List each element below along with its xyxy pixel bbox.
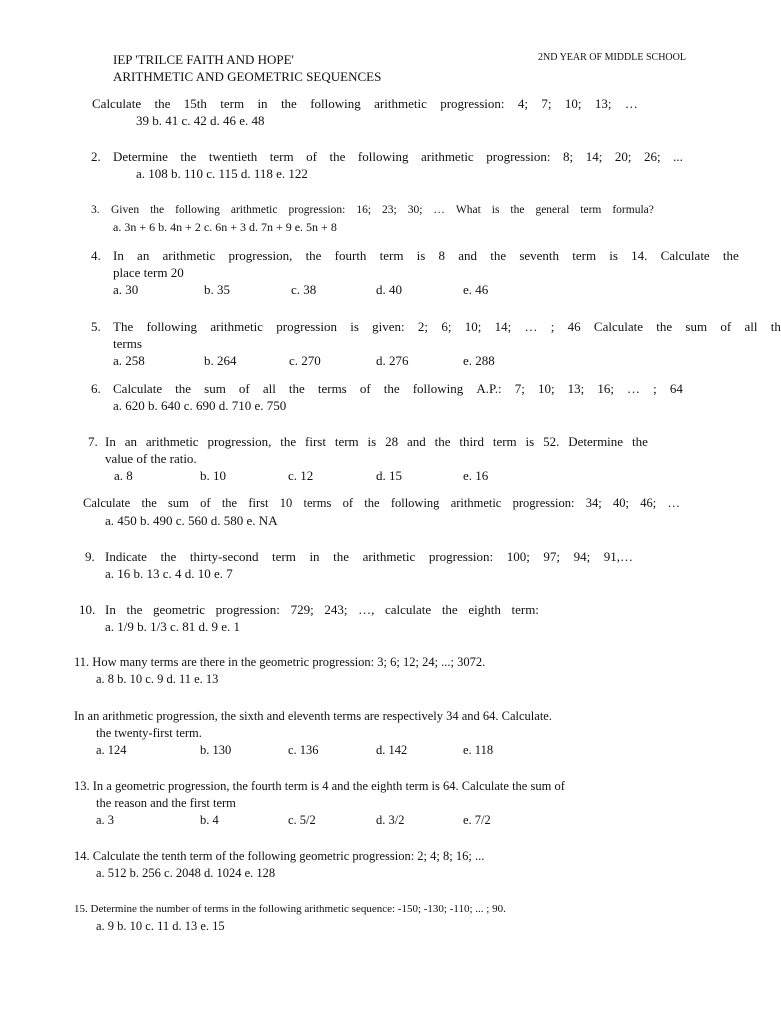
question-word: third <box>459 434 484 449</box>
question-word: In <box>105 434 116 449</box>
question-2-options: a. 108 b. 110 c. 115 d. 118 e. 122 <box>136 166 308 181</box>
question-word: 10; <box>537 381 555 396</box>
question-word: is <box>367 434 377 449</box>
question-word: 10; <box>564 96 582 111</box>
question-13-options <box>74 812 565 829</box>
question-word: 10; <box>464 319 482 334</box>
question-word: What <box>455 204 481 216</box>
question-7 <box>88 433 648 484</box>
question-3 <box>91 202 654 236</box>
question-word: arithmetic <box>230 204 278 216</box>
question-word: 15th <box>183 96 207 111</box>
question-word: arithmetic <box>374 96 427 111</box>
question-8 <box>83 495 680 529</box>
question-word: A.P.: <box>476 381 502 396</box>
option-b: b. 130 <box>200 743 232 757</box>
question-word: eighth <box>468 602 501 617</box>
option-b: b. 10 <box>200 468 226 483</box>
question-9-number: 9. <box>85 549 95 564</box>
question-9 <box>85 548 633 582</box>
question-13-number: 13. <box>74 779 90 793</box>
question-word: following <box>175 204 220 216</box>
question-word: fourth <box>334 248 367 263</box>
option-c: c. 12 <box>288 468 314 483</box>
question-14 <box>74 848 484 882</box>
question-word: progression: <box>440 96 505 111</box>
option-e: e. 288 <box>463 353 495 368</box>
question-word: 14; <box>585 149 603 164</box>
question-7-text-line2: value of the ratio. <box>105 451 197 466</box>
question-6-options: a. 620 b. 640 c. 690 d. 710 e. 750 <box>113 398 287 413</box>
question-word: 7; <box>514 381 525 396</box>
question-word: following <box>412 381 464 396</box>
question-word: the <box>656 319 673 334</box>
question-word: 97; <box>543 549 560 564</box>
question-word: is <box>350 319 359 334</box>
question-word: Indicate <box>105 549 147 564</box>
question-word: term <box>334 434 359 449</box>
question-word: 13; <box>567 381 585 396</box>
question-14-options: a. 512 b. 256 c. 2048 d. 1024 e. 128 <box>96 866 276 880</box>
question-word: the <box>510 204 525 216</box>
option-c: c. 136 <box>288 743 319 757</box>
question-word: the <box>221 496 238 510</box>
question-word: first <box>248 496 269 510</box>
question-word: the <box>154 96 171 111</box>
question-word: progression: <box>215 602 280 617</box>
option-d: d. 276 <box>376 353 409 368</box>
question-word: of <box>200 496 211 510</box>
question-11-options: a. 8 b. 10 c. 9 d. 11 e. 13 <box>96 672 219 686</box>
question-word: arithmetic <box>210 319 264 334</box>
question-word: given: <box>372 319 405 334</box>
question-word: of <box>720 319 732 334</box>
question-word: 14; <box>494 319 512 334</box>
question-3-number: 3. <box>91 204 100 216</box>
question-word: the <box>180 149 197 164</box>
question-word: of <box>342 496 353 510</box>
question-word: …, <box>358 602 375 617</box>
question-5-number: 5. <box>91 319 101 334</box>
question-word: the <box>280 434 297 449</box>
question-14-text: Calculate the tenth term of the following geometric progression: 2; 4; 8; 16; ... <box>92 849 485 863</box>
question-word: term <box>379 248 404 263</box>
question-word: arithmetic <box>450 496 502 510</box>
question-word: 13; <box>594 96 612 111</box>
question-4-text-line2: place term 20 <box>113 265 184 280</box>
question-7-number: 7. <box>88 434 98 449</box>
worksheet-topic: ARITHMETIC AND GEOMETRIC SEQUENCES <box>113 69 382 84</box>
question-word: the <box>280 96 297 111</box>
question-word: the <box>126 602 143 617</box>
option-b: b. 264 <box>204 353 237 368</box>
question-3-options: a. 3n + 6 b. 4n + 2 c. 6n + 3 d. 7n + 9 e. 5n + 8 <box>113 220 337 234</box>
question-4-number: 4. <box>91 248 101 263</box>
question-word: is <box>609 248 618 263</box>
question-7-options <box>88 467 648 484</box>
question-word: … <box>627 381 641 396</box>
question-12-options <box>74 742 552 759</box>
question-7-text <box>105 433 648 450</box>
question-word: The <box>113 319 134 334</box>
option-d: d. 3/2 <box>376 813 405 827</box>
question-word: 2; <box>417 319 429 334</box>
question-2-number: 2. <box>91 149 101 164</box>
question-word: 52. <box>543 434 560 449</box>
question-10-options: a. 1/9 b. 1/3 c. 81 d. 9 e. 1 <box>105 619 241 634</box>
question-word: progression, <box>228 248 293 263</box>
question-word: 16; <box>597 381 614 396</box>
question-word: twentieth <box>208 149 258 164</box>
question-word: 28 <box>385 434 399 449</box>
question-word: 64 <box>669 381 683 396</box>
question-5-text-line2: terms <box>113 336 142 351</box>
question-word: and <box>458 248 478 263</box>
question-5-text <box>113 318 781 335</box>
question-word: following <box>310 96 361 111</box>
question-word: In <box>105 602 116 617</box>
option-a: a. 3 <box>96 813 115 827</box>
question-word: ; <box>550 319 555 334</box>
question-word: arithmetic <box>162 248 216 263</box>
question-word: the <box>150 204 165 216</box>
question-word: the <box>722 248 739 263</box>
option-c: c. 5/2 <box>288 813 316 827</box>
question-word: all <box>262 381 276 396</box>
question-word: the <box>141 496 157 510</box>
question-10-text <box>105 601 539 618</box>
question-6-text <box>113 380 683 397</box>
question-word: 8 <box>438 248 446 263</box>
question-15-number: 15. <box>74 903 88 915</box>
question-word: 16; <box>356 204 372 216</box>
question-word: Determine <box>568 434 624 449</box>
question-word: Calculate <box>83 496 131 510</box>
question-15 <box>74 901 506 935</box>
question-word: sum <box>168 496 189 510</box>
question-word: is <box>525 434 535 449</box>
question-2 <box>91 148 683 182</box>
question-word: 30; <box>407 204 423 216</box>
question-word: formula? <box>612 204 654 216</box>
option-a: a. 258 <box>113 353 145 368</box>
option-e: e. 46 <box>463 282 489 297</box>
question-word: in <box>309 549 320 564</box>
question-word: progression <box>276 319 337 334</box>
question-word: 46; <box>640 496 657 510</box>
question-word: term <box>580 204 602 216</box>
option-c: c. 38 <box>291 282 317 297</box>
question-word: 26; <box>644 149 661 164</box>
option-a: a. 8 <box>114 468 133 483</box>
question-10 <box>79 601 539 635</box>
question-word: 7; <box>541 96 552 111</box>
question-word: … <box>433 204 445 216</box>
question-6-number: 6. <box>91 381 101 396</box>
question-word: is <box>491 204 500 216</box>
question-word: an <box>137 248 150 263</box>
option-a: a. 30 <box>113 282 139 297</box>
question-word: term: <box>511 602 539 617</box>
question-word: 8; <box>563 149 574 164</box>
question-word: th <box>770 319 781 334</box>
question-word: of <box>359 381 371 396</box>
question-word: the <box>175 381 192 396</box>
question-word: is <box>416 248 426 263</box>
question-word: … <box>667 496 680 510</box>
question-word: of <box>306 149 317 164</box>
question-word: Given <box>111 204 140 216</box>
question-word: … <box>624 96 638 111</box>
question-word: 34; <box>585 496 602 510</box>
question-word: thirty-second <box>189 549 259 564</box>
question-8-text <box>83 495 680 512</box>
question-15-text: Determine the number of terms in the following arithmetic sequence: -150; -130; -110; ... ; 90. <box>90 903 506 915</box>
option-e: e. 16 <box>463 468 489 483</box>
question-8-options: a. 450 b. 490 c. 560 d. 580 e. NA <box>105 513 278 528</box>
question-word: in <box>257 96 268 111</box>
question-word: In <box>113 248 124 263</box>
question-word: progression, <box>207 434 272 449</box>
question-13-text: In a geometric progression, the fourth term is 4 and the eighth term is 64. Calculate the sum of <box>92 779 565 793</box>
question-12-text-line2: the twenty-first term. <box>96 726 202 740</box>
question-word: Determine <box>113 149 168 164</box>
grade-label: 2ND YEAR OF MIDDLE SCHOOL <box>538 52 686 63</box>
option-d: d. 40 <box>376 282 402 297</box>
question-word: the <box>490 248 507 263</box>
question-10-number: 10. <box>79 602 96 617</box>
question-word: the <box>305 248 322 263</box>
question-word: 91,… <box>603 549 633 564</box>
question-12-text: In an arithmetic progression, the sixth and eleventh terms are respectively 34 and 64. Calculate. <box>74 709 552 723</box>
question-word: terms <box>303 496 332 510</box>
question-word: 243; <box>324 602 348 617</box>
option-c: c. 270 <box>289 353 321 368</box>
option-d: d. 142 <box>376 743 408 757</box>
question-word: 94; <box>573 549 591 564</box>
question-3-text <box>111 202 654 219</box>
question-4-text <box>113 247 739 264</box>
question-word: the <box>329 149 346 164</box>
question-word: progression: <box>486 149 551 164</box>
question-word: ... <box>673 149 683 164</box>
question-2-text <box>113 148 683 165</box>
question-word: progression: <box>512 496 575 510</box>
question-word: the <box>383 381 400 396</box>
question-4-options <box>91 281 739 298</box>
question-word: term <box>269 149 294 164</box>
question-word: 40; <box>612 496 629 510</box>
option-a: a. 124 <box>96 743 127 757</box>
question-word: … <box>524 319 538 334</box>
question-word: arithmetic <box>145 434 199 449</box>
question-word: sum <box>204 381 226 396</box>
question-word: the <box>333 549 350 564</box>
question-word: of <box>238 381 250 396</box>
question-word: the <box>160 549 177 564</box>
question-word: 23; <box>382 204 397 216</box>
question-word: ; <box>653 381 657 396</box>
question-word: sum <box>685 319 708 334</box>
question-word: following <box>146 319 198 334</box>
question-word: 46 <box>567 319 581 334</box>
question-word: 14. <box>631 248 648 263</box>
option-e: e. 7/2 <box>463 813 491 827</box>
question-word: calculate <box>384 602 432 617</box>
question-word: general <box>535 204 570 216</box>
question-word: the <box>441 602 458 617</box>
question-word: the <box>631 434 648 449</box>
question-4 <box>91 247 739 298</box>
question-1 <box>92 95 638 129</box>
question-word: 729; <box>290 602 314 617</box>
question-word: term <box>492 434 517 449</box>
question-word: geometric <box>153 602 205 617</box>
question-9-options: a. 16 b. 13 c. 4 d. 10 e. 7 <box>105 566 233 581</box>
question-word: 100; <box>506 549 530 564</box>
question-word: and <box>406 434 426 449</box>
question-word: the <box>434 434 451 449</box>
question-1-text <box>92 95 638 112</box>
question-word: seventh <box>519 248 560 263</box>
question-11-number: 11. <box>74 655 90 669</box>
question-1-options: 39 b. 41 c. 42 d. 46 e. 48 <box>136 113 265 128</box>
question-word: progression: <box>288 204 346 216</box>
question-word: Calculate <box>92 96 142 111</box>
option-b: b. 35 <box>204 282 230 297</box>
option-b: b. 4 <box>200 813 219 827</box>
question-word: 10 <box>279 496 293 510</box>
question-word: following <box>357 149 409 164</box>
question-word: 6; <box>441 319 452 334</box>
question-word: 20; <box>614 149 632 164</box>
question-13 <box>74 778 565 829</box>
question-word: arithmetic <box>362 549 416 564</box>
question-13-text-line2: the reason and the first term <box>96 796 236 810</box>
question-word: an <box>124 434 137 449</box>
question-word: the <box>364 496 380 510</box>
question-word: Calculate <box>113 381 163 396</box>
question-word: term <box>572 248 597 263</box>
question-word: all <box>744 319 758 334</box>
school-name: IEP 'TRILCE FAITH AND HOPE' <box>113 52 294 67</box>
question-11 <box>74 654 485 688</box>
question-5 <box>91 318 781 369</box>
question-word: Calculate <box>593 319 643 334</box>
question-word: arithmetic <box>421 149 474 164</box>
question-word: terms <box>317 381 347 396</box>
question-word: Calculate <box>660 248 710 263</box>
question-word: term <box>272 549 296 564</box>
option-e: e. 118 <box>463 743 494 757</box>
question-11-text: How many terms are there in the geometric progression: 3; 6; 12; 24; ...; 3072. <box>92 655 486 669</box>
question-word: the <box>288 381 305 396</box>
question-word: first <box>305 434 326 449</box>
question-9-text <box>105 548 633 565</box>
question-5-options <box>91 352 768 369</box>
question-word: term <box>220 96 245 111</box>
option-d: d. 15 <box>376 468 402 483</box>
question-12 <box>74 708 552 759</box>
question-word: 4; <box>517 96 528 111</box>
question-6 <box>91 380 683 414</box>
question-word: progression: <box>428 549 494 564</box>
question-14-number: 14. <box>74 849 90 863</box>
question-15-options: a. 9 b. 10 c. 11 d. 13 e. 15 <box>96 919 225 933</box>
question-word: following <box>390 496 440 510</box>
